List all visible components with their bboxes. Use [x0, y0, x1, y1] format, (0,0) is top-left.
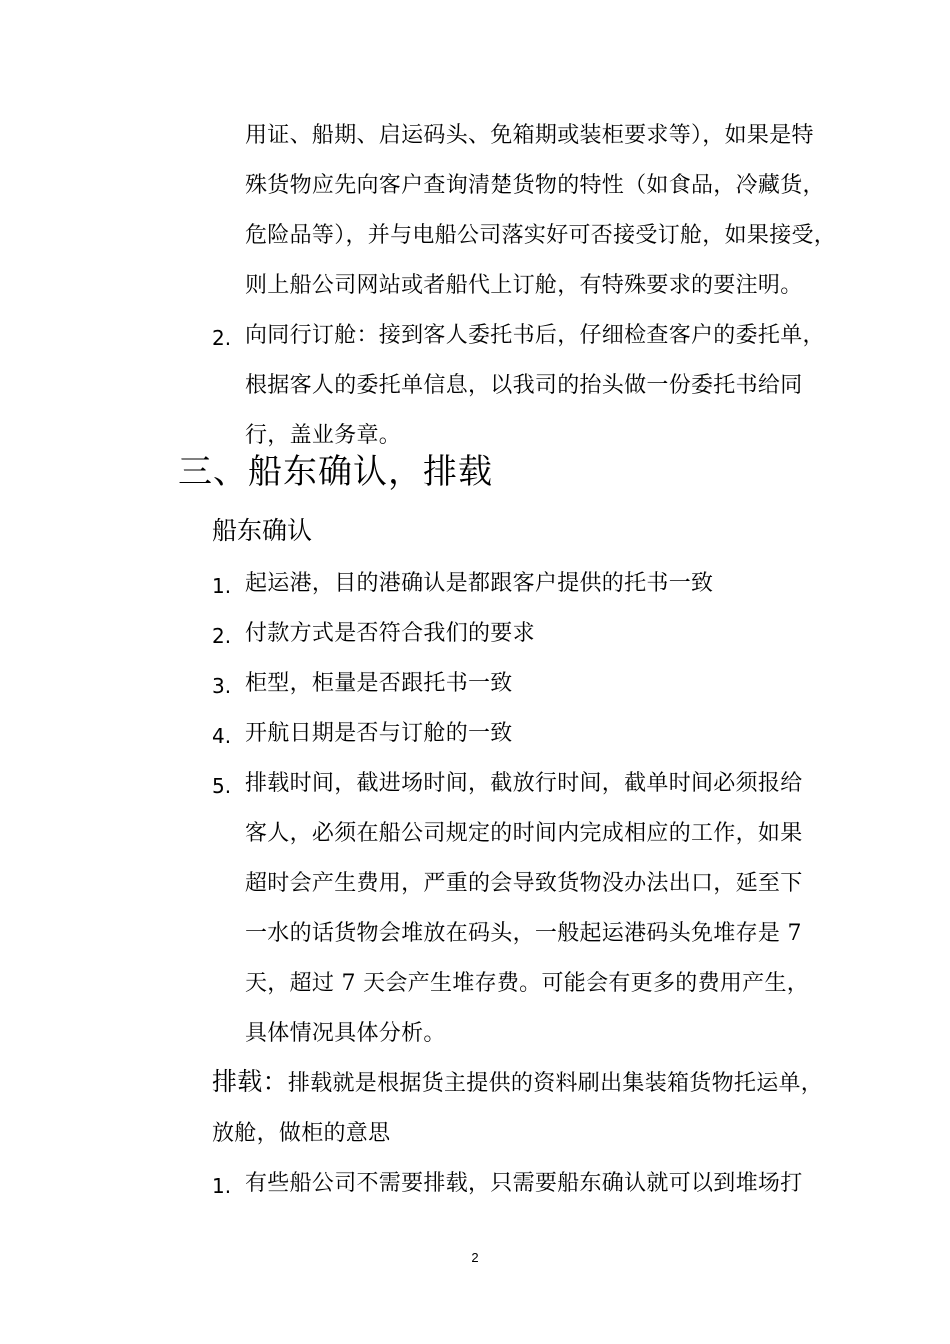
list-item-line: 起运港，目的港确认是都跟客户提供的托书一致 — [245, 571, 714, 596]
subheading: 船东确认 — [212, 516, 313, 545]
paragraph-line: 殊货物应先向客户查询清楚货物的特性（如食品，冷藏货， — [245, 173, 825, 198]
stowage-paragraph-line — [212, 1067, 824, 1096]
paragraph-line: 则上船公司网站或者船代上订舱，有特殊要求的要注明。 — [245, 273, 803, 298]
list-item-line: 具体情况具体分析。 — [245, 1021, 446, 1046]
list-number: 5. — [212, 774, 232, 798]
list-item-line: 天，超过 7 天会产生堆存费。可能会有更多的费用产生， — [245, 971, 810, 996]
paragraph-line: 用证、船期、启运码头、免箱期或装柜要求等），如果是特 — [245, 123, 814, 148]
list-number: 1. — [212, 1174, 232, 1198]
list-item-line: 根据客人的委托单信息，以我司的抬头做一份委托书给同 — [245, 373, 803, 398]
list-item-line: 付款方式是否符合我们的要求 — [245, 621, 535, 646]
list-item-line: 客人，必须在船公司规定的时间内完成相应的工作，如果 — [245, 821, 803, 846]
page-number: 2 — [471, 1250, 479, 1265]
list-item-line: 柜型，柜量是否跟托书一致 — [245, 671, 513, 696]
list-number: 4. — [212, 724, 232, 748]
section-heading: 三、船东确认，排载 — [178, 452, 493, 492]
stowage-text: 排载就是根据货主提供的资料刷出集装箱货物托运单， — [287, 1071, 824, 1096]
paragraph-line: 危险品等），并与电船公司落实好可否接受订舱，如果接受， — [245, 223, 837, 248]
stowage-label: 排载： — [212, 1067, 288, 1096]
list-number: 2. — [212, 326, 232, 350]
list-item-line: 有些船公司不需要排载，只需要船东确认就可以到堆场打 — [245, 1171, 803, 1196]
list-number: 2. — [212, 624, 232, 648]
list-item-line: 排载时间，截进场时间，截放行时间，截单时间必须报给 — [245, 771, 803, 796]
list-item-line: 行，盖业务章。 — [245, 423, 402, 448]
stowage-paragraph-line: 放舱，做柜的意思 — [212, 1121, 391, 1146]
list-item-line: 一水的话货物会堆放在码头，一般起运港码头免堆存是 7 — [245, 921, 802, 946]
list-item-line: 超时会产生费用，严重的会导致货物没办法出口，延至下 — [245, 871, 803, 896]
list-item-line: 向同行订舱：接到客人委托书后，仔细检查客户的委托单， — [245, 323, 825, 348]
list-number: 1. — [212, 574, 232, 598]
list-item-line: 开航日期是否与订舱的一致 — [245, 721, 513, 746]
list-number: 3. — [212, 674, 232, 698]
